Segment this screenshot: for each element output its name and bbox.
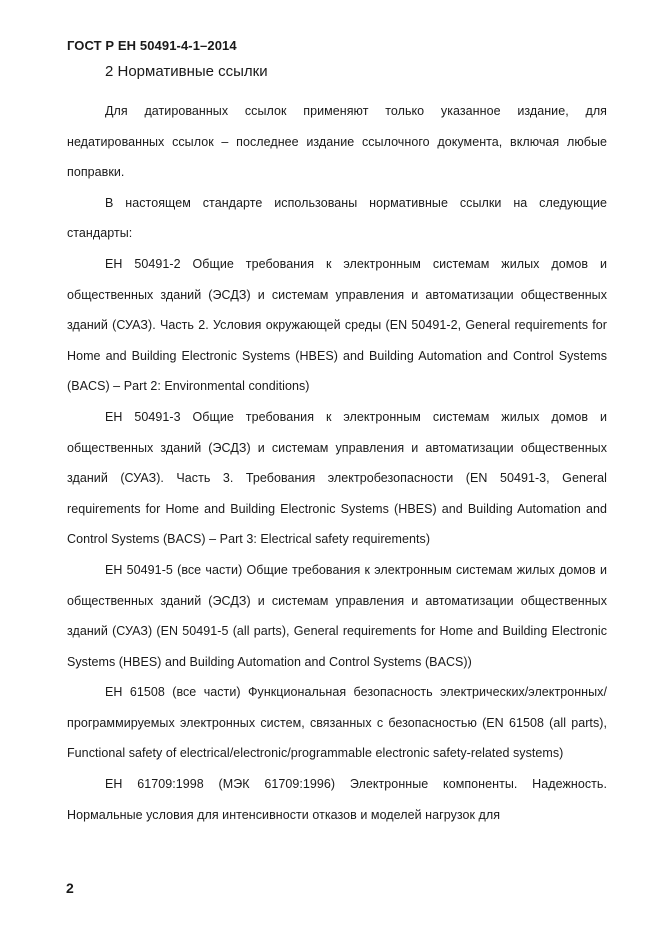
body-text bbox=[67, 96, 607, 830]
document-header-id: ГОСТ Р ЕН 50491-4-1–2014 bbox=[67, 38, 237, 53]
reference-en-50491-3: ЕН 50491-3 Общие требования к электронным системам жилых домов и общественных зданий (ЭСДЗ) и системам управления и автоматизации общественных зданий (СУАЗ). Часть 3. Требования электробезопасности (EN 50491-3, General requirements for Home and Building Electronic Systems (HBES) and Building Automation and Control Systems (BACS) – Part 3: Electrical safety requirements) bbox=[67, 409, 607, 547]
reference-en-50491-5: ЕН 50491-5 (все части) Общие требования к электронным системам жилых домов и общественных зданий (ЭСДЗ) и системам управления и автоматизации общественных зданий (СУАЗ) (EN 50491-5 (all parts), General requirements for Home and Building Electronic Systems (HBES) and Building Automation and Control Systems (BACS)) bbox=[67, 562, 607, 669]
reference-en-61508: ЕН 61508 (все части) Функциональная безопасность электрических/электронных/программируемых электронных систем, связанных с безопасностью (EN 61508 (all parts), Functional safety of electrical/electronic/programmable electronic safety-related systems) bbox=[67, 685, 607, 761]
page-number: 2 bbox=[66, 880, 74, 896]
paragraph-references-intro: В настоящем стандарте использованы нормативные ссылки на следующие стандарты: bbox=[67, 195, 607, 241]
paragraph-dated-references: Для датированных ссылок применяют только указанное издание, для недатированных ссылок – последнее издание ссылочного документа, включая любые поправки. bbox=[67, 104, 607, 180]
section-title: 2 Нормативные ссылки bbox=[105, 63, 268, 80]
reference-en-50491-2: ЕН 50491-2 Общие требования к электронным системам жилых домов и общественных зданий (ЭСДЗ) и системам управления и автоматизации общественных зданий (СУАЗ). Часть 2. Условия окружающей среды (EN 50491-2, General requirements for Home and Building Electronic Systems (HBES) and Building Automation and Control Systems (BACS) – Part 2: Environmental conditions) bbox=[67, 256, 607, 394]
reference-en-61709: ЕН 61709:1998 (МЭК 61709:1996) Электронные компоненты. Надежность. Нормальные условия для интенсивности отказов и моделей нагрузок для bbox=[67, 777, 607, 822]
